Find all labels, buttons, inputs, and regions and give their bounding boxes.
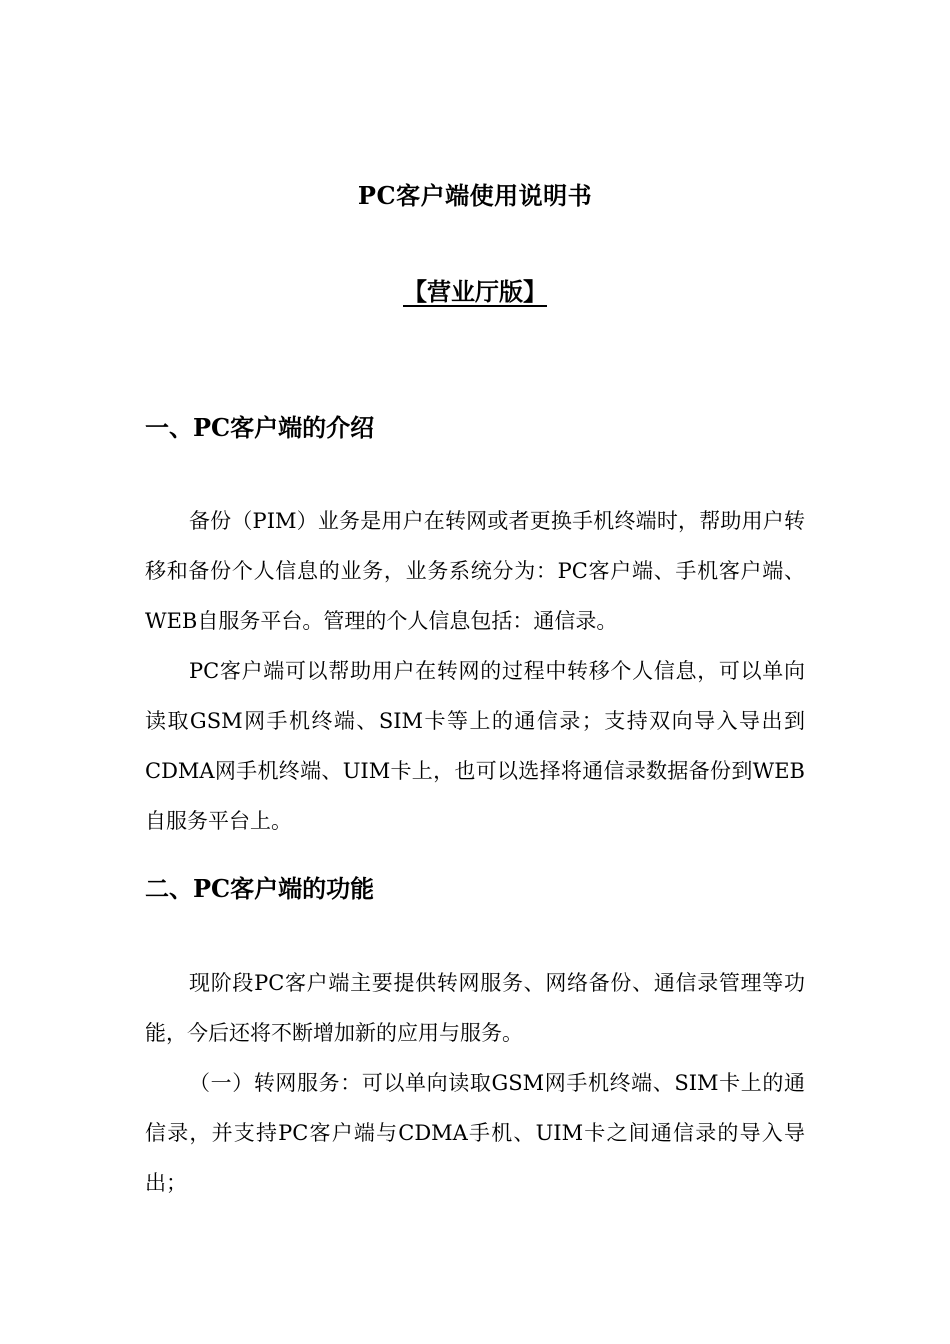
section-heading-functions: 二、PC客户端的功能 [145,874,375,903]
paragraph-functions-1: 现阶段PC客户端主要提供转网服务、网络备份、通信录管理等功能，今后还将不断增加新的应用与服务。 [145,971,805,1045]
document-subtitle-text: 【营业厅版】 [403,277,547,306]
paragraph-introduction-2: PC客户端可以帮助用户在转网的过程中转移个人信息，可以单向读取GSM网手机终端、SIM卡等上的通信录；支持双向导入导出到CDMA网手机终端、UIM卡上，也可以选择将通信录数据备份到WEB自服务平台上。 [145,659,805,833]
document-title: PC客户端使用说明书 [357,181,593,210]
paragraph-introduction-1: 备份（PIM）业务是用户在转网或者更换手机终端时，帮助用户转移和备份个人信息的业务，业务系统分为：PC客户端、手机客户端、WEB自服务平台。管理的个人信息包括：通信录。 [145,509,805,633]
paragraph-functions-2: （一）转网服务：可以单向读取GSM网手机终端、SIM卡上的通信录，并支持PC客户端与CDMA手机、UIM卡之间通信录的导入导出； [145,1071,805,1195]
section-heading-introduction: 一、PC客户端的介绍 [145,413,375,442]
document-subtitle [0,274,950,310]
